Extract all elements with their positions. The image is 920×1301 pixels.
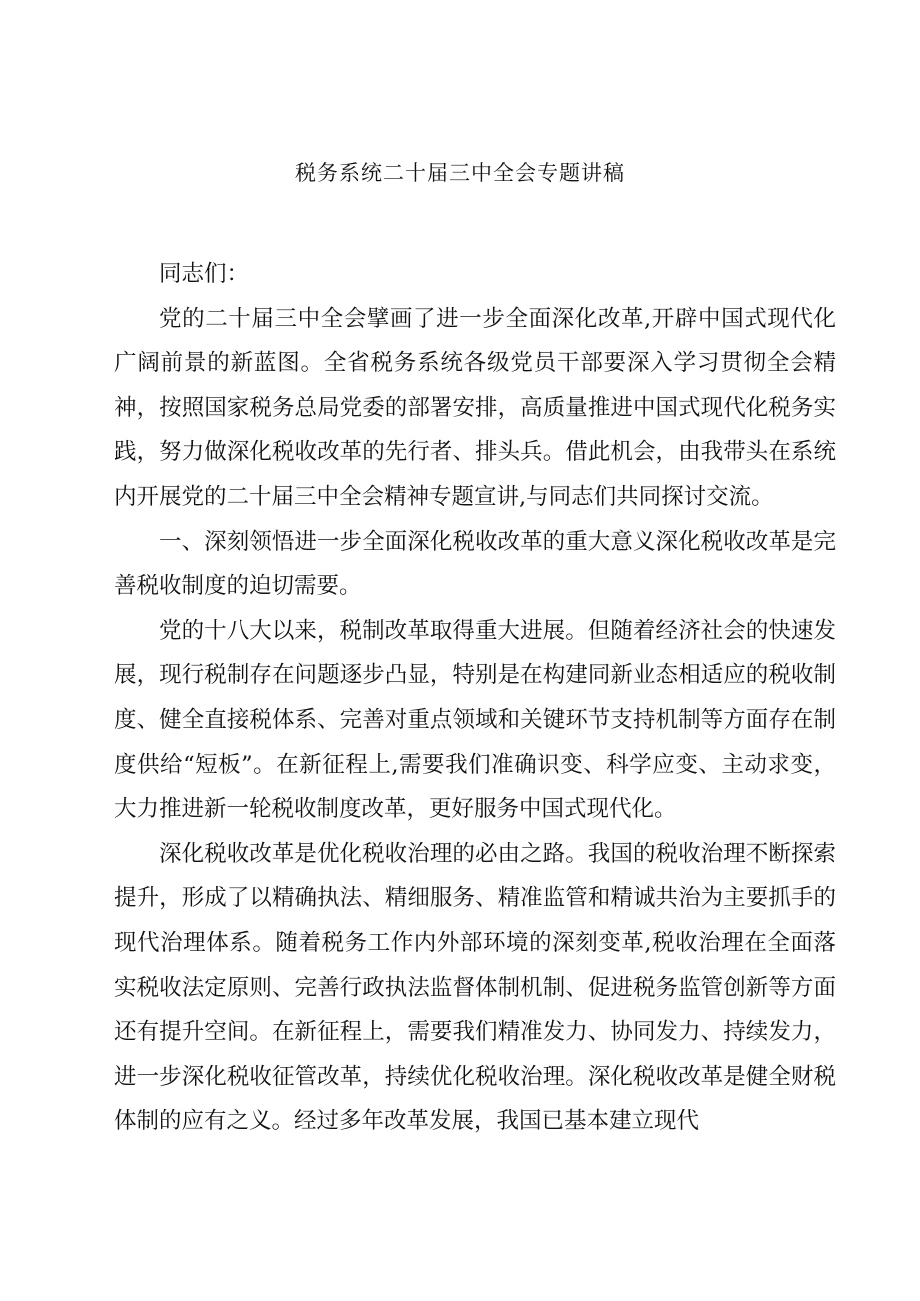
paragraph-intro: 党的二十届三中全会擘画了进一步全面深化改革,开辟中国式现代化广阔前景的新蓝图。全省税务系统各级党员干部要深入学习贯彻全会精神，按照国家税务总局党委的部署安排，高质量推进中国式现代化税务实践，努力做深化税收改革的先行者、排头兵。借此机会，由我带头在系统内开展党的二十届三中全会精神专题宣讲,与同志们共同探讨交流。 xyxy=(114,305,836,510)
salutation: 同志们： xyxy=(159,261,250,287)
paragraph-tax-governance: 深化税收改革是优化税收治理的必由之路。我国的税收治理不断探索提升，形成了以精确执法、精细服务、精准监管和精诚共治为主要抓手的现代治理体系。随着税务工作内外部环境的深刻变革,税收治理在全面落实税收法定原则、完善行政执法监督体制机制、促进税务监管创新等方面还有提升空间。在新征程上，需要我们精准发力、协同发力、持续发力，进一步深化税收征管改革，持续优化税收治理。深化税收改革是健全财税体制的应有之义。经过多年改革发展，我国已基本建立现代 xyxy=(114,840,836,1135)
paragraph-section-heading: 一、深刻领悟进一步全面深化税收改革的重大意义深化税收改革是完善税收制度的迫切需要。 xyxy=(114,528,836,600)
paragraph-tax-system: 党的十八大以来，税制改革取得重大进展。但随着经济社会的快速发展，现行税制存在问题逐步凸显，特别是在构建同新业态相适应的税收制度、健全直接税体系、完善对重点领域和关键环节支持机制等方面存在制度供给“短板”。在新征程上,需要我们准确识变、科学应变、主动求变，大力推进新一轮税收制度改革，更好服务中国式现代化。 xyxy=(114,617,836,823)
document-title: 税务系统二十届三中全会专题讲稿 xyxy=(295,161,625,185)
document-body xyxy=(114,252,836,1144)
